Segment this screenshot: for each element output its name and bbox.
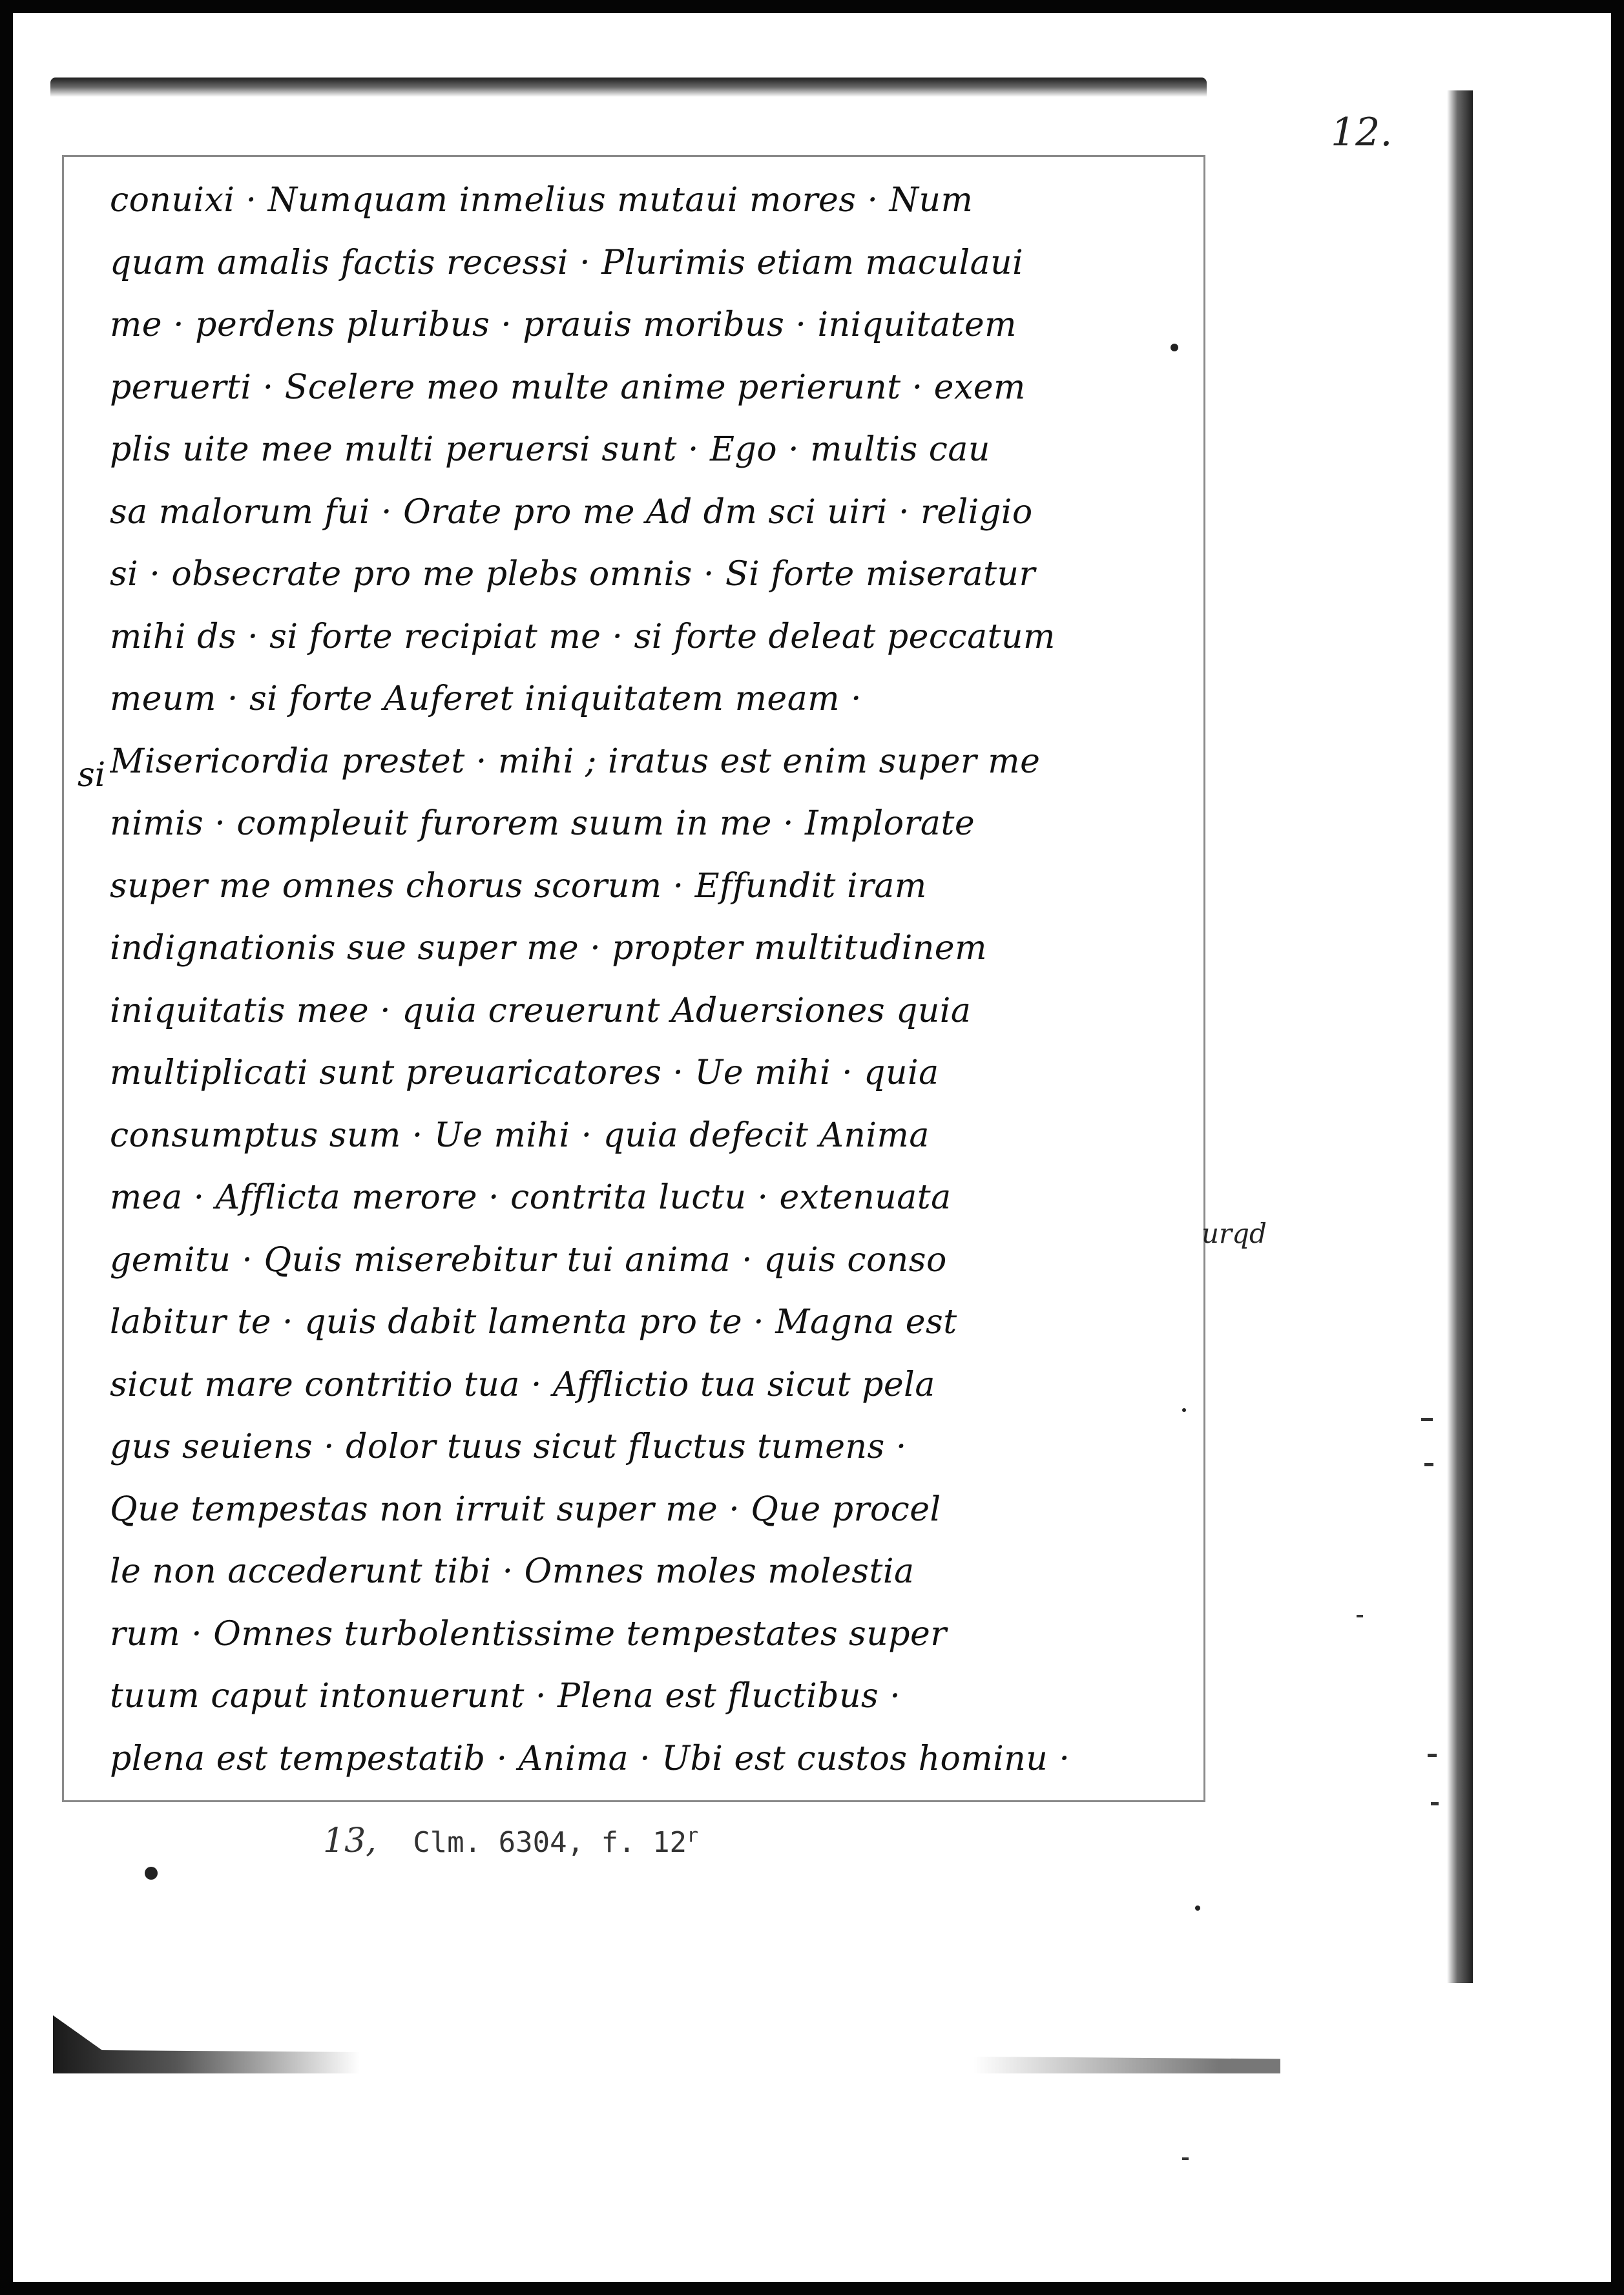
manuscript-line: peruerti · Scelere meo multe anime perierunt · exem [110,368,1026,407]
manuscript-line: plena est tempestatib · Anima · Ubi est custos hominu · [110,1739,1070,1778]
manuscript-line: iniquitatis mee · quia creuerunt Aduersiones quia [110,991,972,1030]
manuscript-line: sicut mare contritio tua · Afflictio tua sicut pela [110,1365,935,1404]
scan-mark [1182,2157,1189,2160]
manuscript-line: conuixi · Numquam inmelius mutaui mores · Num [110,181,973,220]
caption-handwritten-number: 13, [323,1822,377,1860]
manuscript-line: labitur te · quis dabit lamenta pro te · Magna est [110,1303,957,1342]
manuscript-line: Que tempestas non irruit super me · Que procel [110,1490,941,1529]
caption-shelfmark: Clm. 6304, f. 12 [413,1826,687,1859]
manuscript-line: multiplicati sunt preuaricatores · Ue mihi · quia [110,1054,939,1092]
manuscript-line: mihi ds · si forte recipiat me · si forte deleat peccatum [110,617,1056,656]
manuscript-line: quam amalis factis recessi · Plurimis etiam maculaui [110,243,1024,282]
manuscript-line: Misericordia prestet · mihi ; iratus est enim super me [110,742,1041,781]
manuscript-line: plis uite mee multi peruersi sunt · Ego · multis cau [110,430,990,469]
manuscript-line: super me omnes chorus scorum · Effundit iram [110,866,927,906]
scan-speck [145,1867,158,1880]
scan-speck [1182,1408,1186,1412]
manuscript-line: rum · Omnes turbolentissime tempestates super [110,1614,947,1654]
manuscript-line: consumptus sum · Ue mihi · quia defecit Anima [110,1116,930,1155]
manuscript-line: gus seuiens · dolor tuus sicut fluctus tumens · [110,1428,907,1466]
folio-number: 12. [1331,110,1393,155]
manuscript-line: tuum caput intonuerunt · Plena est fluctibus · [110,1677,901,1716]
scan-mark [1357,1615,1363,1617]
manuscript-line: me · perdens pluribus · prauis moribus · iniquitatem [110,306,1017,344]
scan-mark [1421,1418,1433,1421]
margin-initial: si [78,756,106,794]
manuscript-line: indignationis sue super me · propter multitudinem [110,929,987,968]
page-edge-top [50,78,1207,97]
scan-mark [1431,1802,1439,1805]
scan-mark [1424,1463,1433,1466]
scan-speck [1171,344,1178,351]
scan-speck [1195,1906,1200,1911]
manuscript-line: nimis · compleuit furorem suum in me · Implorate [110,804,975,843]
manuscript-line: meum · si forte Auferet iniquitatem meam · [110,680,862,718]
caption [323,1822,698,1860]
manuscript-line: le non accederunt tibi · Omnes moles molestia [110,1552,915,1591]
scan-mark [1428,1754,1437,1757]
page-edge-right [1447,90,1473,1983]
caption-superscript: r [687,1824,699,1847]
margin-note: urqd [1202,1218,1267,1249]
manuscript-line: sa malorum fui · Orate pro me Ad dm sci uiri · religio [110,492,1033,532]
manuscript-line: gemitu · Quis miserebitur tui anima · quis conso [110,1240,947,1280]
manuscript-line: si · obsecrate pro me plebs omnis · Si forte miseratur [110,555,1036,594]
manuscript-line: mea · Afflicta merore · contrita luctu · extenuata [110,1178,952,1217]
